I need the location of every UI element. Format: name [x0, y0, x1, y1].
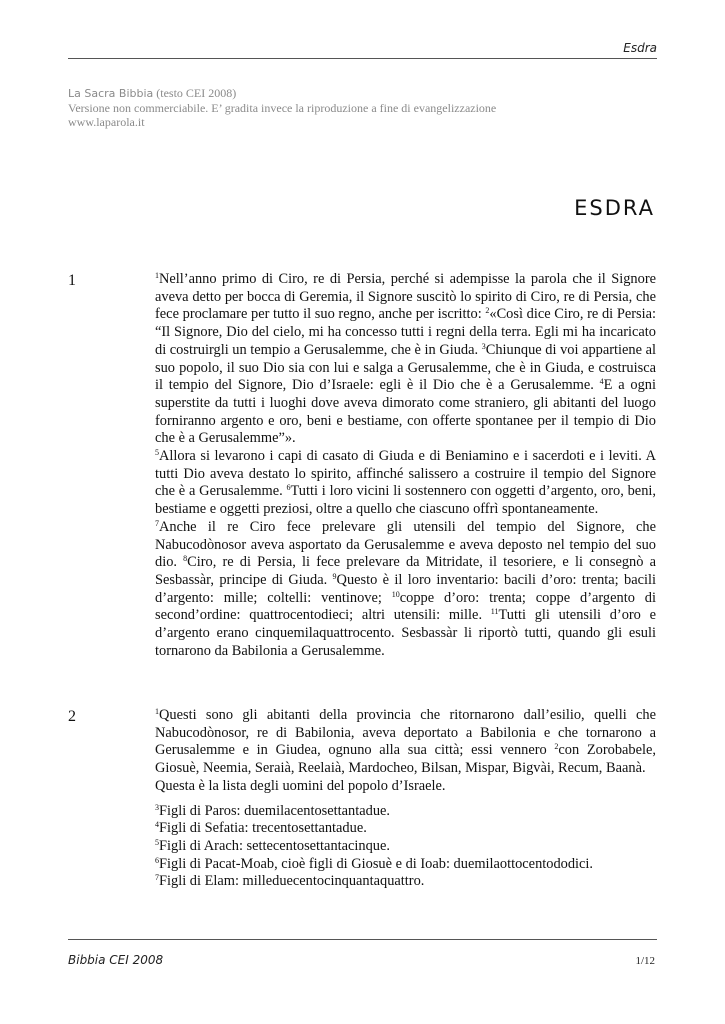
paragraph — [155, 448, 656, 519]
book-title: ESDRA — [574, 196, 655, 220]
chapter-text — [155, 271, 656, 660]
verse-text: Questa è la lista degli uomini del popolo d’Israele. — [155, 777, 446, 794]
verse-number: 6 — [155, 855, 159, 865]
source-title-line — [68, 86, 496, 101]
verse-number: 3 — [155, 802, 159, 812]
verse-text: Figli di Sefatia: trecentosettantadue. — [159, 820, 367, 837]
verse-number: 3 — [481, 341, 486, 351]
verse-number: 11 — [490, 607, 499, 617]
list-item — [155, 856, 656, 874]
source-website: www.laparola.it — [68, 115, 145, 129]
verse-text: Tutti i loro vicini li sostennero con oggetti d’argento, oro, beni, bestiame e oggetti preziosi, oltre a quello che ciascuno offrì spontaneamente. — [155, 483, 656, 518]
paragraph — [155, 707, 656, 778]
list-item — [155, 873, 656, 891]
verse-text: Figli di Arach: settecentosettantacinque. — [159, 837, 390, 854]
verse-number: 8 — [183, 554, 188, 564]
verse-text: E a ogni superstite da tutti i luoghi dove aveva dimorato come straniero, gli abitanti del luogo forniranno argento e oro, beni e bestiame, con offerte spontanee per il tempio di Dio che è a Gerusalemme”». — [155, 377, 656, 447]
list-item — [155, 838, 656, 856]
verse-text: Chiunque di voi appartiene al suo popolo, il suo Dio sia con lui e salga a Gerusalemme, che è in Giuda, e costruisca il tempio del Signore, Dio d’Israele: egli è il Dio che è a Gerusalemme. — [155, 341, 656, 394]
chapter-number: 1 — [68, 272, 76, 289]
verse-number: 1 — [155, 271, 159, 280]
verse-number: 2 — [485, 306, 490, 316]
verse-text: Figli di Pacat-Moab, cioè figli di Giosuè e di Ioab: duemilaottocentododici. — [159, 855, 594, 872]
source-block — [68, 86, 496, 129]
verse-text: Anche il re Ciro fece prelevare gli utensili del tempio del Signore, che Nabucodònosor aveva asportato da Gerusalemme e aveva deposto nel tempio del suo dio. — [155, 518, 656, 571]
verse-number: 7 — [155, 873, 159, 883]
running-header: Esdra — [623, 41, 657, 55]
verse-number: 5 — [155, 837, 159, 847]
footer-rule — [68, 939, 657, 940]
source-notice: Versione non commerciabile. E’ gradita invece la riproduzione a fine di evangelizzazione — [68, 101, 497, 115]
verse-text: Ciro, re di Persia, li fece prelevare da Mitridate, il tesoriere, e li consegnò a Sesbassàr, principe di Giuda. — [155, 554, 656, 588]
verse-number: 10 — [391, 589, 400, 599]
verse-text: «Così dice Ciro, re di Persia: “Il Signore, Dio del cielo, mi ha concesso tutti i regni della terra. Egli mi ha incaricato di costruirgli un tempio a Gerusalemme, che è in Giuda. — [155, 306, 656, 358]
source-edition: (testo CEI 2008) — [153, 86, 237, 100]
verse-number: 4 — [599, 377, 604, 387]
list-item — [155, 803, 656, 821]
verse-number: 2 — [554, 742, 559, 752]
verse-number: 7 — [155, 518, 159, 528]
verse-text: Questo è il loro inventario: bacili d’oro: trenta; bacili d’argento: mille; coltelli: ventinove; — [155, 571, 656, 606]
verse-number: 6 — [286, 483, 291, 493]
verse-text: Figli di Paros: duemilacentosettantadue. — [159, 802, 391, 819]
verse-text: Allora si levarono i capi di casato di Giuda e di Beniamino e i sacerdoti e i leviti. A tutti Dio aveva destato lo spirito, affinché salissero a costruire il tempio del Signore che è a Gerusalemme. — [155, 448, 656, 500]
paragraph — [155, 519, 656, 661]
list-item — [155, 820, 656, 838]
paragraph — [155, 271, 656, 448]
paragraph — [155, 778, 656, 796]
verse-text: con Zorobabele, Giosuè, Neemia, Seraià, Reelaià, Mardocheo, Bilsan, Mispar, Bigvài, Recum, Baanà. — [155, 742, 656, 777]
verse-text: Figli di Elam: milleduecentocinquantaquattro. — [159, 873, 425, 890]
verse-text: Questi sono gli abitanti della provincia che ritornarono dall’esilio, quelli che Nabucodònosor, re di Babilonia, aveva deportato a Babilonia e che tornarono a Gerusalemme e in Giudea, ognuno alla sua città; essi vennero — [155, 707, 656, 759]
verse-text: coppe d’oro: trenta; coppe d’argento di second’ordine: quattrocentodieci; altri utensili: mille. — [155, 589, 656, 624]
chapter-number: 2 — [68, 708, 76, 725]
source-brand: La Sacra Bibbia — [68, 87, 154, 100]
census-list — [155, 803, 656, 892]
verse-number: 4 — [155, 820, 159, 830]
header-rule — [68, 58, 657, 59]
footer-title: Bibbia CEI 2008 — [68, 953, 164, 967]
verse-text: Tutti gli utensili d’oro e d’argento erano cinquemilaquattrocento. Sesbassàr li riportò tutti, quando gli esuli tornarono da Babilonia a Gerusalemme. — [155, 607, 656, 659]
page-number: 1/12 — [635, 955, 655, 967]
verse-number: 1 — [155, 707, 159, 716]
chapter-text — [155, 707, 656, 891]
verse-number: 5 — [155, 448, 159, 458]
verse-text: Nell’anno primo di Ciro, re di Persia, perché si adempisse la parola che il Signore aveva detto per bocca di Geremia, il Signore suscitò lo spirito di Ciro, re di Persia, che fece proclamare per tutto il suo regno, anche per iscritto: — [155, 271, 656, 323]
verse-number: 9 — [332, 571, 337, 581]
